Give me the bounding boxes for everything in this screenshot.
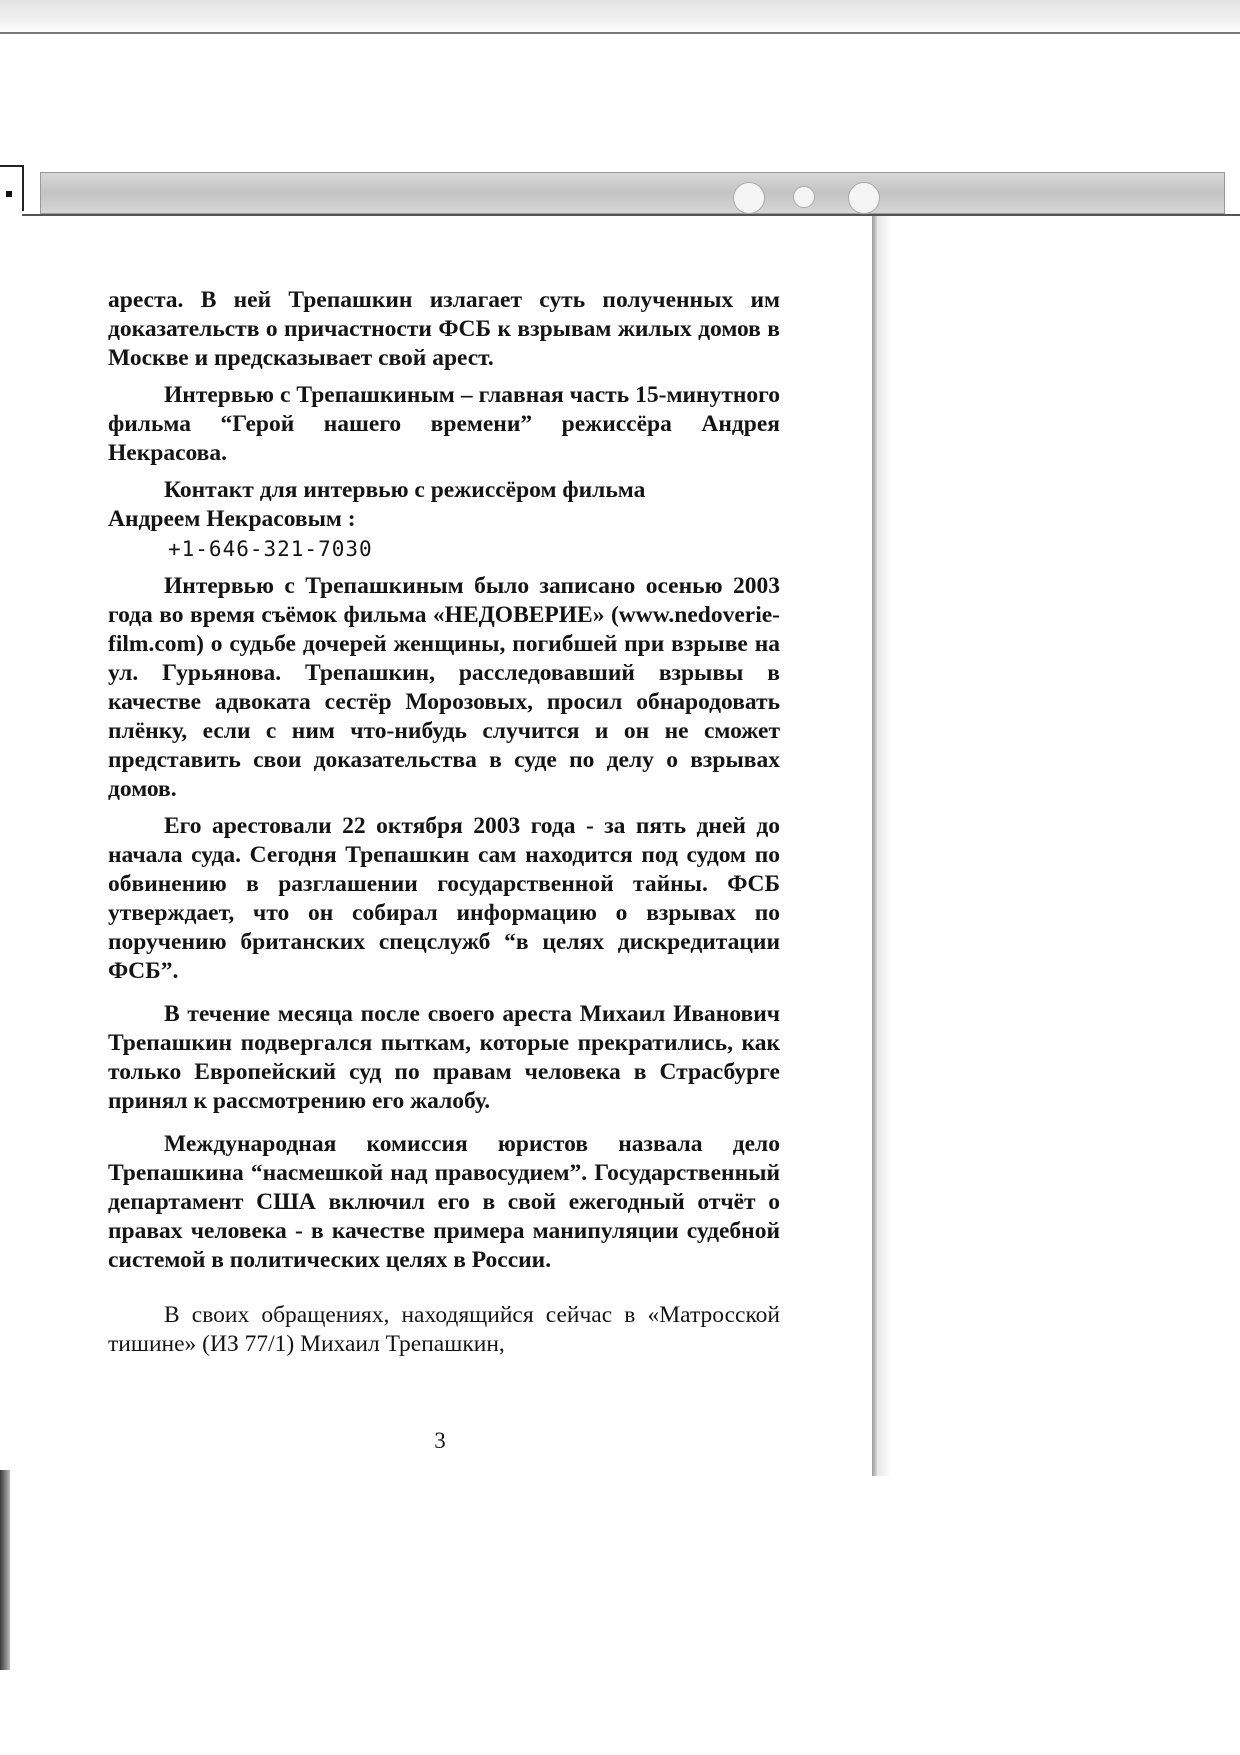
page-right-shadow (877, 216, 891, 1476)
paragraph-recording: Интервью с Трепашкиным было записано осенью 2003 года во время съёмок фильма «НЕДОВЕРИЕ» (www.nedoverie-film.com) о судьбе дочерей женщины, погибшей при взрыве на ул. Гурьянова. Трепашкин, расследовавший взрывы в качестве адвоката сестёр Морозовых, просил обнародовать плёнку, если с ним что-нибудь случится и он не сможет представить свои доказательства в суде по делу о взрывах домов. (108, 573, 780, 802)
paragraph-torture: В течение месяца после своего ареста Михаил Иванович Трепашкин подвергался пыткам, которые прекратились, как только Европейский суд по правам человека в Страсбурге принял к рассмотрению его жалобу. (108, 1001, 780, 1114)
scanner-lid-edge (22, 214, 1240, 216)
contact-block (108, 476, 780, 564)
paragraph-appeals: В своих обращениях, находящийся сейчас в «Матросской тишине» (ИЗ 77/1) Михаил Трепашкин, (108, 1302, 780, 1357)
page-number: 3 (434, 1428, 446, 1453)
contact-label-line2: Андреем Некрасовым : (108, 506, 356, 532)
paragraph-international: Международная комиссия юристов назвала дело Трепашкина “насмешкой над правосудием”. Государственный департамент США включил его в свой ежегодный отчёт о правах человека - в качестве примера манипуляции судебной системой в политических целях в России. (108, 1131, 780, 1273)
scan-top-edge (0, 0, 1240, 34)
scan-left-shadow (0, 1470, 10, 1670)
scanner-knob-right (848, 182, 880, 214)
scan-dot (6, 191, 12, 197)
contact-phone: +1-646-321-7030 (168, 537, 373, 561)
scanner-lid-bar (40, 172, 1225, 214)
scanner-knob-middle (793, 186, 815, 208)
paragraph-arrest-date: Его арестовали 22 октября 2003 года - за пять дней до начала суда. Сегодня Трепашкин сам находится под судом по обвинению в разглашении государственной тайны. ФСБ утверждает, что он собирал информацию о взрывах по поручению британских спецслужб “в целях дискредитации ФСБ”. (108, 813, 780, 984)
contact-label-line1: Контакт для интервью с режиссёром фильма (164, 477, 646, 503)
scan-corner-mark (0, 165, 24, 211)
paragraph-interview-film: Интервью с Трепашкиным – главная часть 15-минутного фильма “Герой нашего времени” режиссёра Андрея Некрасова. (108, 382, 780, 466)
document-body (108, 286, 780, 1359)
scanner-knob-left (733, 182, 765, 214)
paragraph-arrest-intro: ареста. В ней Трепашкин излагает суть полученных им доказательств о причастности ФСБ к взрывам жилых домов в Москве и предсказывает свой арест. (108, 287, 780, 371)
